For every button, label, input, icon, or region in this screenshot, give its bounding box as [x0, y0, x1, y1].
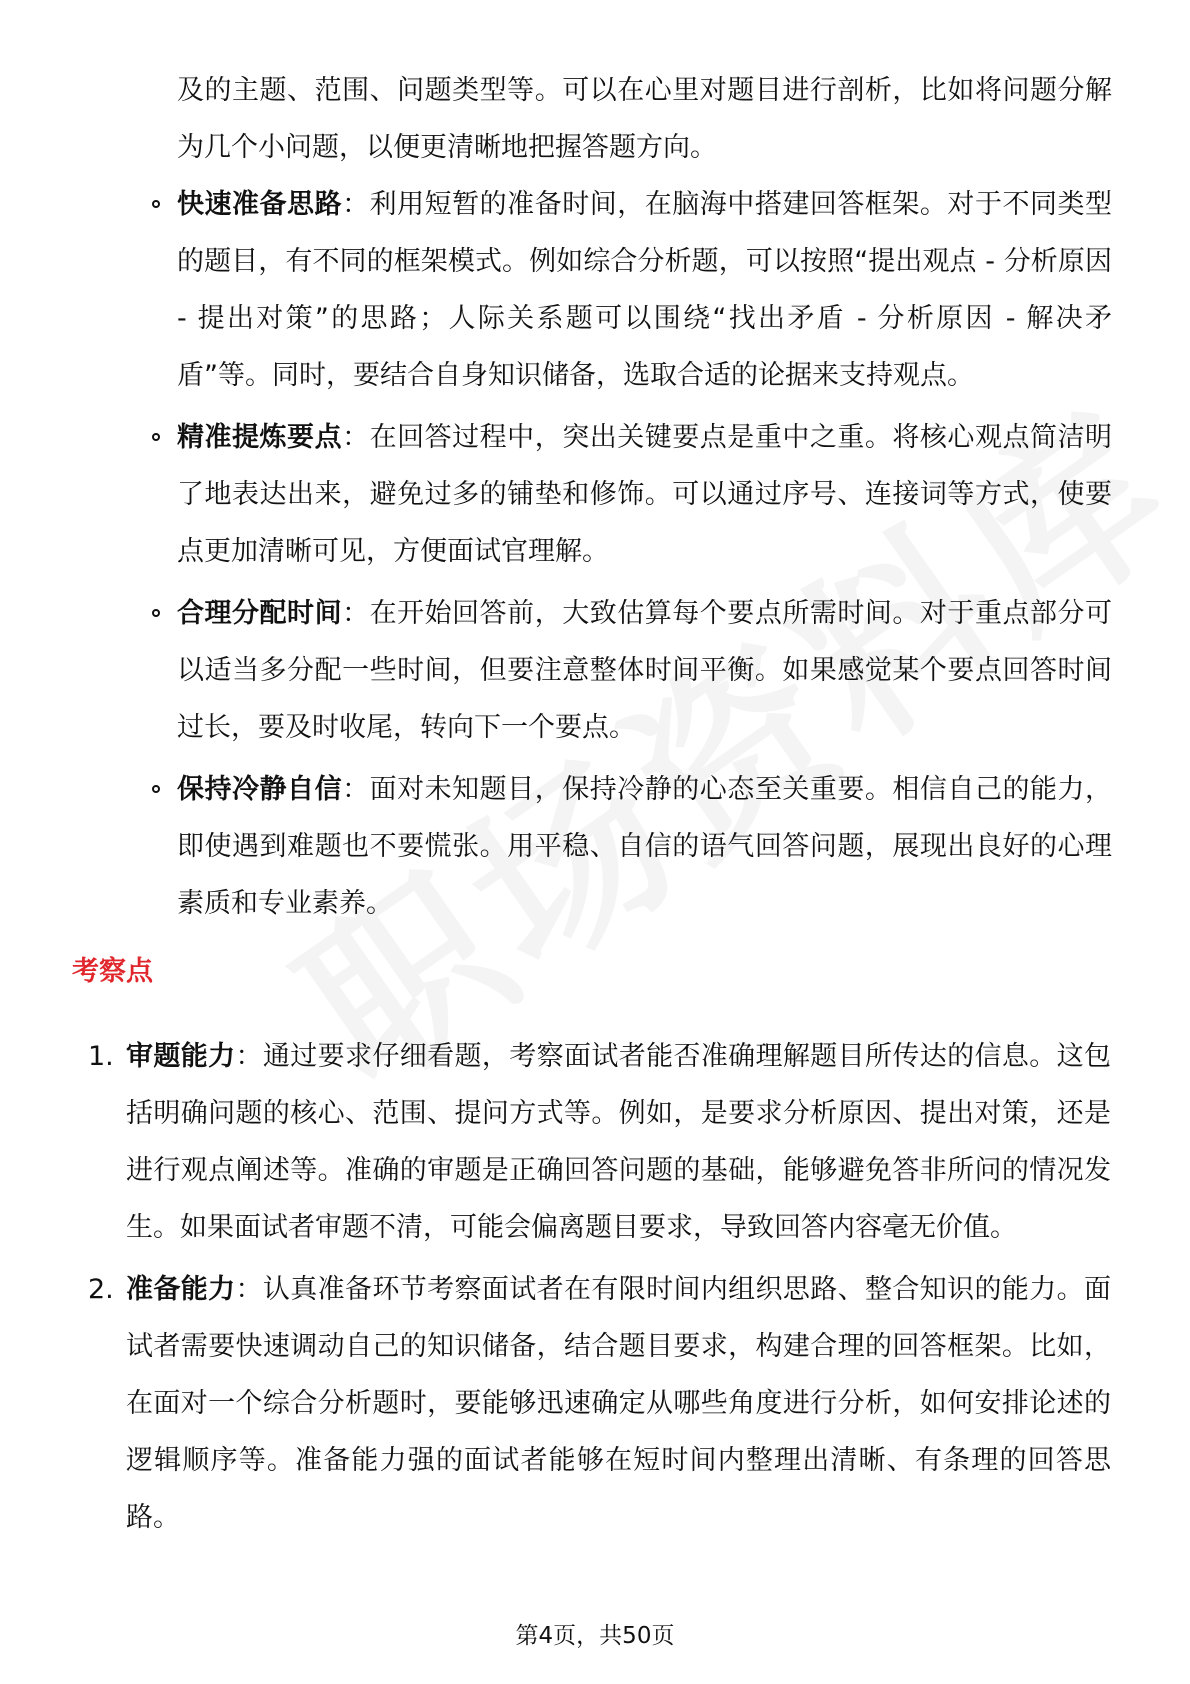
bullet-text: ：利用短暂的准备时间，在脑海中搭建回答框架。对于不同类型的题目，有不同的框架模式。例如综合分析题，可以按照“提出观点 - 分析原因 - 提出对策”的思路；人际关系题可以围绕“找出矛盾 - 分析原因 - 解决矛盾”等。同时，要结合自身知识储备，选取合适的论据来支持观点。	[177, 189, 1113, 391]
bullet-circle-icon	[152, 433, 160, 441]
bullet-circle-icon	[152, 609, 160, 617]
bullet-term: 精准提炼要点	[177, 422, 343, 453]
item-term: 准备能力	[126, 1274, 236, 1305]
numbered-list	[0, 1028, 1190, 1551]
bullet-text: ：面对未知题目，保持冷静的心态至关重要。相信自己的能力，即使遇到难题也不要慌张。用平稳、自信的语气回答问题，展现出良好的心理素质和专业素养。	[177, 774, 1113, 919]
bullet-term: 保持冷静自信	[177, 774, 343, 805]
bullet-list	[0, 176, 1190, 937]
numbered-item	[0, 1028, 1111, 1256]
page-footer: 第4页，共50页	[515, 1623, 675, 1649]
section-title: 考察点	[72, 956, 153, 987]
item-number: 2.	[88, 1274, 114, 1305]
bullet-circle-icon	[152, 785, 160, 793]
bullet-term: 合理分配时间	[177, 598, 343, 629]
numbered-item	[0, 1261, 1111, 1546]
bullet-circle-icon	[152, 200, 160, 208]
bullet-item	[0, 761, 1112, 932]
bullet-text: ：在开始回答前，大致估算每个要点所需时间。对于重点部分可以适当多分配一些时间，但要注意整体时间平衡。如果感觉某个要点回答时间过长，要及时收尾，转向下一个要点。	[177, 598, 1113, 743]
continuation-paragraph: 及的主题、范围、问题类型等。可以在心里对题目进行剖析，比如将问题分解为几个小问题，以便更清晰地把握答题方向。	[177, 75, 1112, 163]
bullet-text: ：在回答过程中，突出关键要点是重中之重。将核心观点简洁明了地表达出来，避免过多的铺垫和修饰。可以通过序号、连接词等方式，使要点更加清晰可见，方便面试官理解。	[177, 422, 1113, 567]
item-term: 审题能力	[126, 1041, 236, 1072]
bullet-item	[0, 409, 1112, 580]
bullet-item	[0, 585, 1112, 756]
bullet-item	[0, 176, 1112, 404]
item-text: ：认真准备环节考察面试者在有限时间内组织思路、整合知识的能力。面试者需要快速调动自己的知识储备，结合题目要求，构建合理的回答框架。比如，在面对一个综合分析题时，要能够迅速确定从哪些角度进行分析，如何安排论述的逻辑顺序等。准备能力强的面试者能够在短时间内整理出清晰、有条理的回答思路。	[126, 1274, 1112, 1533]
item-text: ：通过要求仔细看题，考察面试者能否准确理解题目所传达的信息。这包括明确问题的核心、范围、提问方式等。例如，是要求分析原因、提出对策，还是进行观点阐述等。准确的审题是正确回答问题的基础，能够避免答非所问的情况发生。如果面试者审题不清，可能会偏离题目要求，导致回答内容毫无价值。	[126, 1041, 1112, 1243]
bullet-term: 快速准备思路	[177, 189, 343, 220]
item-number: 1.	[88, 1041, 114, 1072]
